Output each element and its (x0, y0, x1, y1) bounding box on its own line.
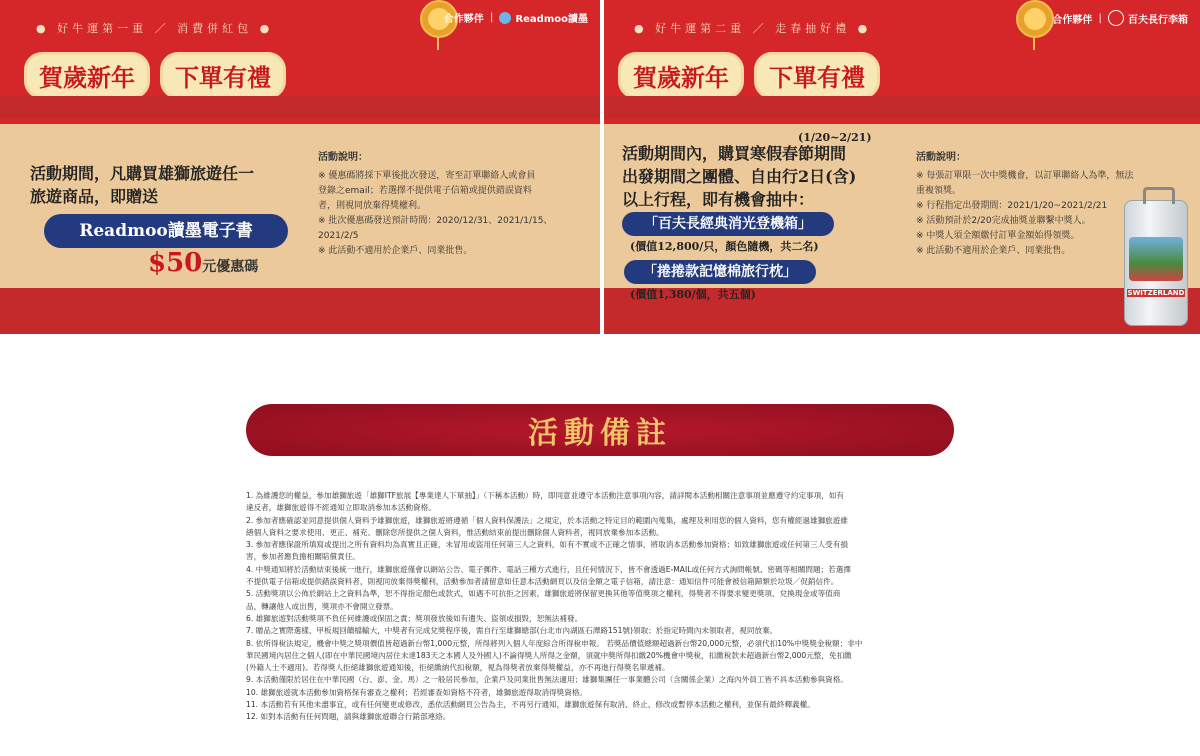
left-promo-banner (0, 0, 600, 334)
terms-line: 6. 雄獅旅遊對活動獎項不負任何維護或保固之責；獎項發放後如有遺失、盜領或損毀，恕無法補發。 (246, 613, 583, 623)
note-item: ※ 中獎人須全額繳付訂單金額始得領獎。 (916, 231, 1080, 241)
cloud-band-top (604, 96, 1200, 118)
prize-2-price: (價值1,380/個，共五個) (630, 288, 756, 301)
left-tagline: ● 好牛運第一重 ／ 消費併紅包 ● (36, 22, 274, 35)
terms-line: 不提供電子信箱或提供錯誤資料者，則視同放棄得獎權利，活動參加者請留意如任意本活動網頁以及信金額之電子信箱，請注意：通知信件可能會被信箱歸類於垃圾／促銷信件。 (246, 577, 839, 587)
terms-line: 11. 本活動若有其他未盡事宜，或有任何變更或修改，悉依活動網頁公告為主，不再另行通知，雄獅旅遊保有取消、終止、修改或暫停本活動之權利，並保有最終釋義權。 (246, 700, 815, 710)
partner-label: 合作夥伴 (443, 14, 484, 25)
left-headline (24, 52, 296, 99)
prize-1-pill: 「百夫長經典消光登機箱」 (622, 212, 834, 236)
note-item: ※ 批次優惠碼發送預計時間：2020/12/31、2021/1/15、 2021/2/5 (318, 216, 553, 241)
terms-line: 2. 參加者應確認並同意提供個人資料予雄獅旅遊，雄獅旅遊將遵循「個人資料保護法」之規定，於本活動之特定目的範圍內蒐集，處理及利用您的個人資料，您有權經過雄獅旅遊維 (246, 515, 848, 525)
notes-title: 活動說明： (916, 152, 966, 163)
suitcase-image (1124, 200, 1188, 326)
suitcase-label: SWITZERLAND (1127, 289, 1185, 297)
note-item: ※ 活動預計於2/20完成抽獎並聯繫中獎人。 (916, 216, 1091, 226)
headline-part-2: 下單有禮 (754, 52, 880, 99)
suitcase-handle (1143, 187, 1175, 204)
terms-line: 9. 本活動僅限於居住在中華民國（台、澎、金、馬）之一般居民參加，企業戶及同業批售無法適用；雄獅集團任一事業體公司（含關係企業）之海內外員工皆不具本活動參與資格。 (246, 675, 848, 685)
coupon-amount: $50元優惠碼 (148, 248, 259, 278)
partner-label: 合作夥伴 (1052, 14, 1093, 26)
right-tagline: ● 好牛運第二重 ／ 走春抽好禮 ● (634, 22, 872, 35)
headline-part-1: 賀歲新年 (618, 52, 744, 99)
terms-line: 8. 依所得稅法規定，機會中獎之獎項價值皆超過新台幣1,000元整，所得將列入個人年度綜合所得稅申報。 若獎品價值總額超過新台幣20,000元整，必須代扣10%中獎獎金稅額；非中 (246, 638, 863, 648)
prize-1-price: (價值12,800/只，顏色隨機，共二名) (630, 240, 819, 253)
terms-line: 繕個人資料之要求使用、更正、補充、刪除您所提供之個人資料，惟活動結束前提出刪除個人資料者，視同放棄參加本活動。 (246, 527, 664, 537)
terms-line: 4. 中獎通知將於活動結束後統一進行，雄獅旅遊僅會以網站公告、電子郵件、電話三種方式進行，且任何情況下，皆不會透過E-MAIL或任何方式詢問帳號、密碼等相關問題；若選擇 (246, 564, 851, 574)
readmoo-ebook-pill: Readmoo讀墨電子書 (44, 214, 288, 248)
date-range: (1/20~2/21) (798, 131, 872, 144)
readmoo-logo-icon (499, 12, 511, 24)
terms-line: 害，參加者應負擔相關賠償責任。 (246, 552, 360, 562)
centurion-logo-icon (1108, 10, 1124, 26)
note-item: ※ 每張訂單限一次中獎機會，以訂單聯絡人為準，無法 重複領獎。 (916, 171, 1134, 196)
main-line-2: 旅遊商品，即贈送 (30, 187, 159, 206)
prize-2-pill: 「捲捲款記憶棉旅行枕」 (624, 260, 816, 284)
note-item: ※ 行程指定出發期間：2021/1/20~2021/2/21 (916, 201, 1108, 211)
main-line-2: 出發期間之團體、自由行2日(含) (622, 167, 857, 186)
right-main-text (622, 142, 856, 211)
left-main-text (30, 162, 254, 208)
note-item: ※ 此活動不適用於企業戶、同業批售。 (318, 246, 473, 256)
notice-title: 活動備註 (528, 416, 672, 451)
note-item: ※ 優惠碼將採下單後批次發送，寄至訂單聯絡人或會員 登錄之email；若選擇不提供電子信箱或提供錯誤資料 者，則視同放棄得獎權利。 (318, 171, 536, 211)
note-item: ※ 此活動不適用於企業戶、同業批售。 (916, 246, 1071, 256)
cloud-band-bottom (0, 288, 600, 334)
main-line-1: 活動期間，凡購買雄獅旅遊任一 (30, 164, 255, 183)
terms-line: 5. 活動獎項以公佈於網站上之資料為準，恕不得指定顏色或款式，如遇不可抗拒之因素，雄獅旅遊將保留更換其他等值獎項之權利，得獎者不得要求變更獎項、兌換現金或等值商 (246, 589, 841, 599)
terms-line: (外籍人士不適用)。若得獎人拒絕雄獅旅遊通知後，拒絕繳納代扣稅額，視為得獎者放棄得獎權益，亦不再進行得獎名單遞補。 (246, 663, 670, 673)
right-promo-banner (604, 0, 1200, 334)
left-notes (318, 150, 590, 259)
partner-brand: 百夫長行李箱 (1128, 14, 1188, 26)
terms-line: 違反者，雄獅旅遊得不經通知立即取消參加本活動資格。 (246, 503, 436, 513)
terms-line: 12. 如對本活動有任何問題，請與雄獅旅遊聯合行銷部連絡。 (246, 712, 451, 722)
terms-line: 3. 參加者應保證所填寫或提出之所有資料均為真實且正確，未冒用或盜用任何第三人之資料，如有不實或不正確之情事，將取消本活動參加資格；如致雄獅旅遊或任何第三人受有損 (246, 540, 848, 550)
headline-part-1: 賀歲新年 (24, 52, 150, 99)
cloud-band-top (0, 96, 600, 118)
suitcase-scene (1129, 237, 1183, 281)
headline-part-2: 下單有禮 (160, 52, 286, 99)
lantern-decoration (1016, 0, 1054, 38)
left-partner: 合作夥伴 | Readmoo讀墨 (443, 12, 588, 25)
terms-line: 10. 雄獅旅遊就本活動參加資格保有審查之權利；若經審查如資格不符者，雄獅旅遊得取消得獎資格。 (246, 687, 588, 697)
notes-title: 活動說明： (318, 152, 368, 163)
terms-line: 1. 為維護您的權益，參加雄獅旅遊「雄獅ITF旅展【專業達人下單抽】」（下稱本活動）時，即同意並遵守本活動注意事項內容，請詳閱本活動相關注意事項並應遵守約定事項，如有 (246, 491, 845, 500)
right-headline (618, 52, 890, 99)
main-line-3: 以上行程，即有機會抽中： (622, 190, 815, 209)
terms-line: 7. 贈品之實際選樣、甲板規回饋檔輸大，中獎者有完成兌獎程序後，需自行至雄獅總部(台北市內湖區石潭路151號)領取；於指定時間內未領取者，視同放棄。 (246, 626, 778, 636)
terms-list (246, 490, 954, 724)
right-partner: 合作夥伴 | 百夫長行李箱 (1052, 10, 1188, 26)
terms-line: 華民國境內居住之個人(即在中華民國境內居住未達183天之本國人及外國人)不論得獎人所得之金額，須就中獎所得扣繳20%機會中獎稅，扣繳稅款未超過新台幣2,000元整，免扣繳 (246, 650, 852, 660)
terms-line: 品，轉讓他人或出售，獎項亦不會開立發票。 (246, 601, 398, 611)
notice-title-banner (246, 404, 954, 456)
partner-brand: Readmoo讀墨 (515, 14, 588, 25)
main-line-1: 活動期間內，購買寒假春節期間 (622, 144, 847, 163)
